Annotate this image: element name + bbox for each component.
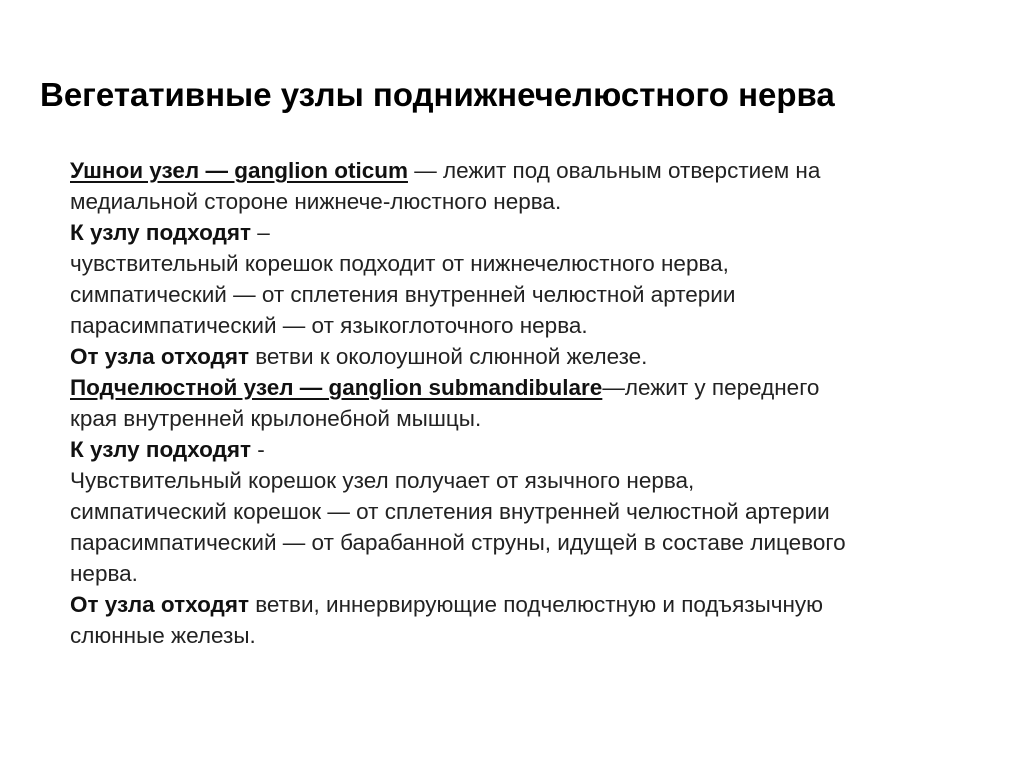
submandibular-parasympathetic-root: парасимпатический — от барабанной струны, идущей в составе лицевого <box>70 530 846 555</box>
otic-approach-label: К узлу подходят <box>70 220 251 245</box>
submandibular-branches-line <box>70 589 1000 620</box>
submandibular-ganglion-heading: Подчелюстной узел — ganglion submandibulare <box>70 375 603 400</box>
submandibular-sympathetic-root: симпатический корешок — от сплетения внутренней челюстной артерии <box>70 499 830 524</box>
otic-approach-dash: – <box>251 220 270 245</box>
otic-parasympathetic-root: парасимпатический — от языкоглоточного нерва. <box>70 313 588 338</box>
otic-ganglion-heading: Ушнои узел — ganglion oticum <box>70 158 408 183</box>
otic-ganglion-location: — лежит под овальным отверстием на <box>407 158 821 183</box>
submandibular-branches-text-cont: слюнные железы. <box>70 623 256 648</box>
otic-sensory-root: чувствительный корешок подходит от нижнечелюстного нерва, <box>70 251 729 276</box>
otic-branches-line <box>70 341 1000 372</box>
otic-approach-line <box>70 217 1000 248</box>
submandibular-approach-line <box>70 434 1000 465</box>
submandibular-approach-label: К узлу подходят <box>70 437 251 462</box>
submandibular-location: —лежит у переднего <box>602 375 820 400</box>
otic-ganglion-location-cont: медиальной стороне нижнече-люстного нерва. <box>70 189 562 214</box>
submandibular-heading-line <box>70 372 1000 403</box>
otic-sympathetic-root: симпатический — от сплетения внутренней челюстной артерии <box>70 282 736 307</box>
submandibular-branches-text: ветви, иннервирующие подчелюстную и подъязычную <box>248 592 824 617</box>
slide-title: Вегетативные узлы поднижнечелюстного нерва <box>40 76 835 113</box>
submandibular-parasympathetic-root-cont: нерва. <box>70 561 138 586</box>
otic-ganglion-heading-line <box>70 155 1000 186</box>
submandibular-location-cont: края внутренней крылонебной мышцы. <box>70 406 482 431</box>
submandibular-branches-label: От узла отходят <box>70 592 249 617</box>
otic-branches-label: От узла отходят <box>70 344 249 369</box>
submandibular-sensory-root: Чувствительный корешок узел получает от язычного нерва, <box>70 468 695 493</box>
otic-branches-text: ветви к околоушной слюнной железе. <box>248 344 648 369</box>
slide-body <box>70 155 1000 651</box>
submandibular-approach-dash: - <box>251 437 265 462</box>
